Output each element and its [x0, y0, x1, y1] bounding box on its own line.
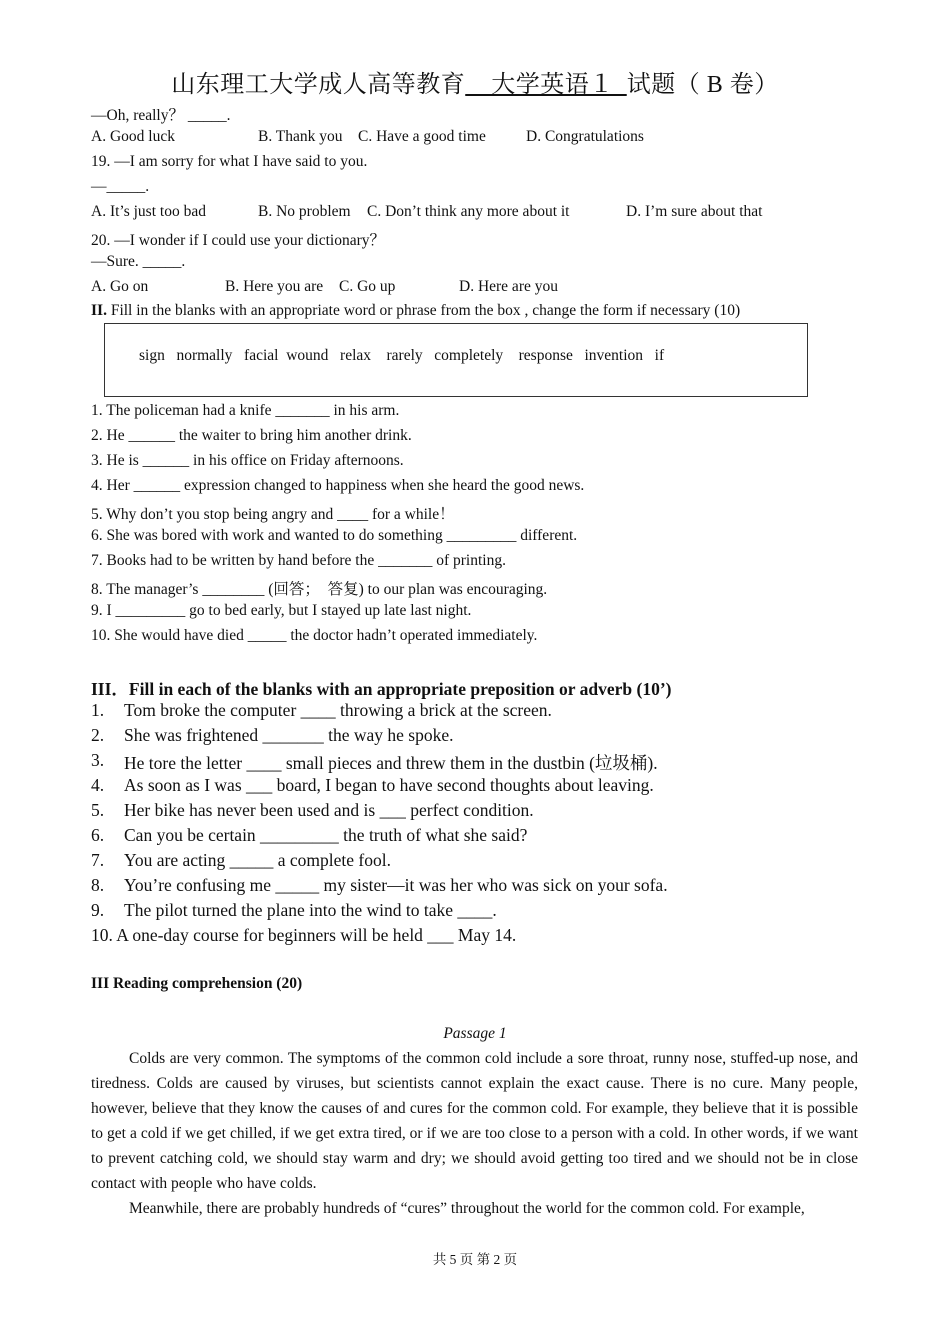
section2-item: 3. He is ______ in his office on Friday afternoons.	[91, 452, 404, 469]
section2-item: 10. She would have died _____ the doctor hadn’t operated immediately.	[91, 627, 538, 644]
section2-item: 4. Her ______ expression changed to happiness when she heard the good news.	[91, 477, 585, 494]
q20-option-c: C. Go up	[339, 278, 396, 295]
passage-paragraph-1: Colds are very common. The symptoms of the common cold include a sore throat, runny nose, stuffed-up nose, and tiredness. Colds are caused by viruses, but scientists cannot explain the exact cause. There is no cure. Many people, however, believe that they know the causes of and cures for the common cold. For example, they believe that it is possible to get a cold if we get chilled, if we get extra tired, or if we are too close to a person with a cold. In other words, if we want to prevent catching cold, we should stay warm and dry; we should avoid getting too tired and we should not be in close contact with people who have colds.	[91, 1050, 858, 1192]
section2-item: 9. I _________ go to bed early, but I stayed up late last night.	[91, 602, 472, 619]
word-box	[104, 323, 808, 397]
q18-option-d: D. Congratulations	[526, 128, 644, 145]
section2-item: 6. She was bored with work and wanted to do something _________ different.	[91, 527, 578, 544]
reading-heading: III Reading comprehension (20)	[91, 975, 303, 992]
section3-item-10: 10. A one-day course for beginners will be held ___ May 14.	[91, 925, 517, 945]
section2-instructions: Fill in the blanks with an appropriate word or phrase from the box , change the form if necessary (10)	[106, 302, 741, 319]
exam-page: 山东理工大学成人高等教育 大学英语１ 试题（ B 卷） —Oh, really？ _____. A. Good luck B. Thank you C. Have a good time D. Congratulations 19. —I am sorry for what I have said to you. —_____. A. It’s just too bad B. No problem C. Don’t think any more about it D. I’m sure about that 20. —I wonder if I could use your dictionary？ —Sure. _____. A. Go on B. Here you are C. Go up D. Here are you II. Fill in the blanks with an appropriate word or phrase from the box , change the form if necessary (10) sign normally facial wound relax rarely completely response invention if 1. The policeman had a knife _______ in his arm. 2. He ______ the waiter to bring him another drink. 3. He is ______ in his office on Friday afternoons. 4. Her ______ expression changed to happiness when she heard the good news. 5. Why don’t you stop being angry and ____ for a while！ 6. She was bored with work and wanted to do something _________ different. 7. Books had to be written by hand before the _______ of printing. 8. The manager’s ________ (回答； 答复) to our plan was encouraging. 9. I _________ go to bed early, but I stayed up late last night. 10. She would have died _____ the doctor hadn’t operated immediately. III．Fill in each of the blanks with an appropriate preposition or adverb (10’) 1. Tom broke the computer ____ throwing a brick at the screen. 2. She was frightened _______ the way he spoke. 3. He tore the letter ____ small pieces and threw them in the dustbin (垃圾桶). 4. As soon as I was ___ board, I began to have second thoughts about leaving. 5. Her bike has never been used and is ___ perfect condition. 6. Can you be certain _________ the truth of what she said? 7. You are acting _____ a complete fool. 8. You’re confusing me _____ my sister—it was her who was sick on your sofa. 9. The pilot turned the plane into the wind to take ____. 10. A one-day course for beginners will be held ___ May 14. III Reading comprehension (20) Passage 1 Colds are very common. The symptoms of the common cold include a sore throat, runny nose, stuffed-up nose, and tiredness. Colds are caused by viruses, but scientists cannot explain the exact cause. There is no cure. Many people, however, believe that they know the causes of and cures for the common cold. For example, they believe that it is possible to get a cold if we get chilled, if we get extra tired, or if we are too close to a person with a cold. In other words, if we want to prevent catching cold, we should stay warm and dry; we should avoid getting too tired and we should not be in close contact with people who have colds. Meanwhile, there are probably hundreds of “cures” throughout the world for the common cold. For example, 共 5 页 第 2 页	[0, 0, 950, 1344]
page-title	[0, 64, 950, 99]
section2-number: II.	[91, 302, 107, 319]
q20-option-d: D. Here are you	[459, 278, 558, 295]
q18-reply: —Oh, really？ _____.	[91, 107, 231, 124]
q19-option-c: C. Don’t think any more about it	[367, 203, 570, 220]
section2-item: 8. The manager’s ________ (回答； 答复) to our plan was encouraging.	[91, 581, 548, 598]
section3-heading: III．Fill in each of the blanks with an appropriate preposition or adverb (10’)	[91, 679, 672, 699]
q19-option-b: B. No problem	[258, 203, 351, 220]
q20-option-b: B. Here you are	[225, 278, 324, 295]
section2-item: 5. Why don’t you stop being angry and ____ for a while！	[91, 506, 455, 523]
passage-paragraph-2: Meanwhile, there are probably hundreds of “cures” throughout the world for the common cold. For example,	[129, 1200, 805, 1217]
course-name: 大学英语１	[465, 72, 627, 98]
q20-stem: 20. —I wonder if I could use your dictionary？	[91, 232, 386, 249]
section2-item: 2. He ______ the waiter to bring him another drink.	[91, 427, 412, 444]
q19-reply: —_____.	[91, 178, 150, 195]
title-prefix: 山东理工大学成人高等教育	[171, 72, 466, 98]
q19-stem: 19. —I am sorry for what I have said to you.	[91, 153, 368, 170]
q19-option-d: D. I’m sure about that	[626, 203, 763, 220]
word-box-words: sign normally facial wound relax rarely completely response invention if	[139, 347, 665, 364]
section2-item: 1. The policeman had a knife _______ in his arm.	[91, 402, 400, 419]
q20-reply: —Sure. _____.	[91, 253, 186, 270]
q20-option-a: A. Go on	[91, 278, 149, 295]
page-footer: 共 5 页 第 2 页	[432, 1252, 518, 1267]
q18-option-b: B. Thank you	[258, 128, 343, 145]
section2-heading	[91, 302, 740, 320]
title-suffix: 试题（ B 卷）	[626, 72, 779, 98]
q19-option-a: A. It’s just too bad	[91, 203, 206, 220]
q18-option-a: A. Good luck	[91, 128, 175, 145]
q18-option-c: C. Have a good time	[358, 128, 486, 145]
section2-item: 7. Books had to be written by hand before the _______ of printing.	[91, 552, 506, 569]
passage-title: Passage 1	[443, 1025, 507, 1042]
